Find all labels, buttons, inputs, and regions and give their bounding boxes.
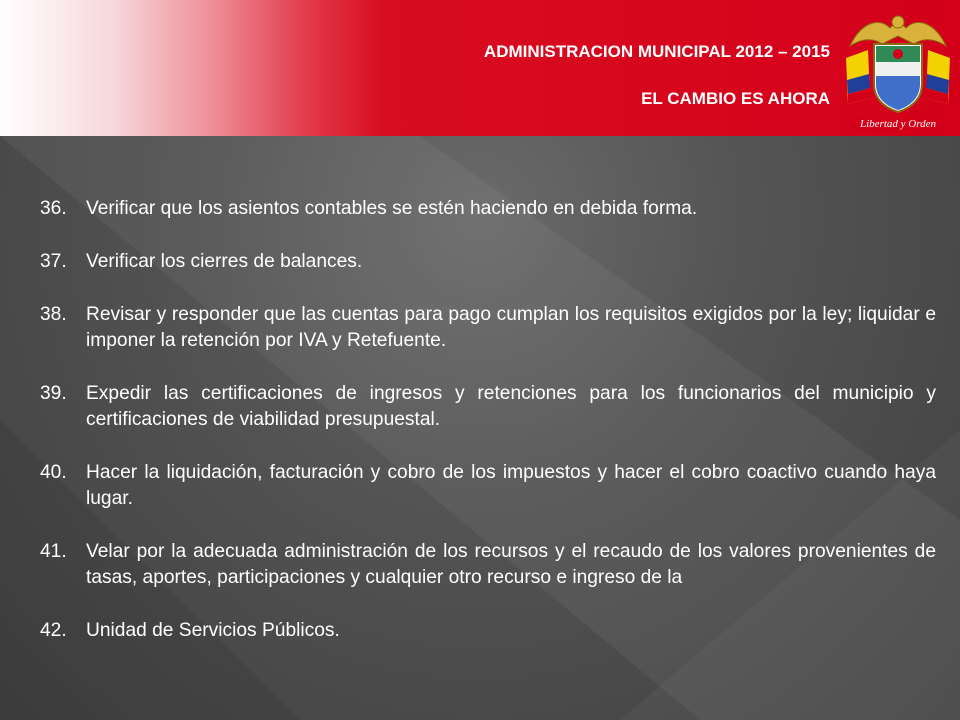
list-item	[40, 539, 936, 591]
list-item	[40, 460, 936, 512]
item-number: 36.	[40, 198, 67, 219]
item-text: Unidad de Servicios Públicos.	[86, 620, 340, 641]
item-text: Verificar los cierres de balances.	[86, 251, 363, 272]
header-banner	[0, 0, 960, 136]
seal-motto: Libertad y Orden	[860, 118, 936, 130]
list-item	[40, 618, 936, 644]
item-number: 39.	[40, 383, 67, 404]
item-number: 40.	[40, 462, 67, 483]
item-number: 42.	[40, 620, 67, 641]
item-text: Hacer la liquidación, facturación y cobro de los impuestos y hacer el cobro coactivo cuando haya lugar.	[86, 462, 936, 509]
item-number: 38.	[40, 304, 67, 325]
item-text: Verificar que los asientos contables se estén haciendo en debida forma.	[86, 198, 698, 219]
item-number: 37.	[40, 251, 67, 272]
item-list	[40, 196, 936, 671]
item-text: Expedir las certificaciones de ingresos y retenciones para los funcionarios del municipio y certificaciones de viabilidad presupuestal.	[86, 383, 936, 430]
list-item	[40, 302, 936, 354]
list-item	[40, 249, 936, 275]
header-title: ADMINISTRACION MUNICIPAL 2012 – 2015	[483, 42, 830, 61]
item-text: Velar por la adecuada administración de los recursos y el recaudo de los valores provenientes de tasas, aportes, participaciones y cualquier otro recurso e ingreso de la	[86, 541, 936, 588]
item-number: 41.	[40, 541, 67, 562]
list-item	[40, 196, 936, 222]
header-subtitle: EL CAMBIO ES AHORA	[641, 89, 830, 108]
list-item	[40, 381, 936, 433]
item-text: Revisar y responder que las cuentas para pago cumplan los requisitos exigidos por la ley; liquidar e imponer la retención por IVA y Retefuente.	[86, 304, 936, 351]
coat-of-arms-icon	[840, 6, 956, 132]
